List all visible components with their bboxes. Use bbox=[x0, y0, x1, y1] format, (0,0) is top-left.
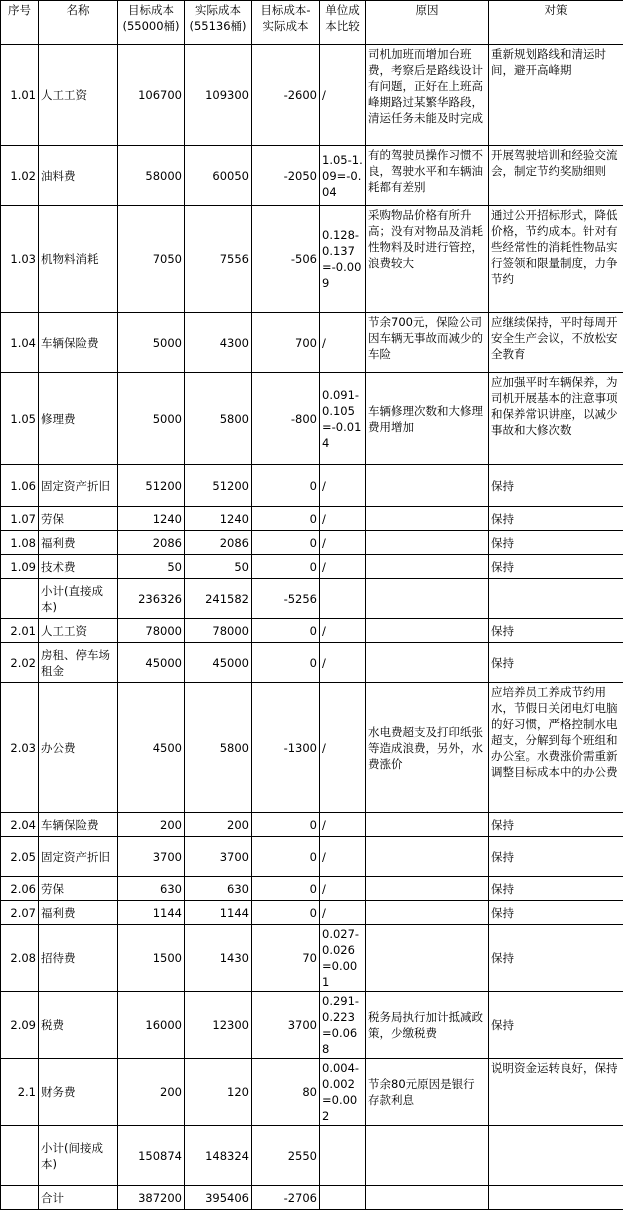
measure-cell: 通过公开招标形式，降低价格，节约成本。针对有些经常性的消耗性物品实行签领和限量制度，力争节约 bbox=[489, 206, 623, 313]
name-cell: 油料费 bbox=[39, 146, 118, 206]
name-cell: 车辆保险费 bbox=[39, 313, 118, 373]
target-cost-cell: 3700 bbox=[118, 837, 185, 877]
target-cost-cell: 5000 bbox=[118, 313, 185, 373]
target-cost-cell: 200 bbox=[118, 1059, 185, 1126]
cost-difference-cell: 0 bbox=[252, 877, 320, 901]
unit-cost-compare-cell bbox=[320, 1126, 366, 1186]
seq-cell: 1.07 bbox=[1, 507, 39, 531]
measure-cell: 保持 bbox=[489, 531, 623, 555]
name-cell: 劳保 bbox=[39, 877, 118, 901]
target-cost-cell: 2086 bbox=[118, 531, 185, 555]
header-seq: 序号 bbox=[1, 1, 39, 45]
reason-cell bbox=[366, 555, 489, 579]
measure-cell: 说明资金运转良好，保持 bbox=[489, 1059, 623, 1126]
reason-cell: 节余700元，保险公司因车辆无事故而减少的车险 bbox=[366, 313, 489, 373]
actual-cost-cell: 60050 bbox=[185, 146, 252, 206]
target-cost-cell: 78000 bbox=[118, 619, 185, 643]
actual-cost-cell: 7556 bbox=[185, 206, 252, 313]
cost-difference-cell: -800 bbox=[252, 373, 320, 465]
table-row bbox=[1, 619, 623, 643]
unit-cost-compare-cell: 0.291-0.223=0.068 bbox=[320, 992, 366, 1059]
table-row bbox=[1, 1059, 623, 1126]
target-cost-cell: 1144 bbox=[118, 901, 185, 925]
cost-difference-cell: -506 bbox=[252, 206, 320, 313]
measure-cell bbox=[489, 579, 623, 619]
seq-cell: 1.03 bbox=[1, 206, 39, 313]
reason-cell: 司机加班而增加台班费，考察后是路线设计有问题，正好在上班高峰期路过某繁华路段，清运任务未能及时完成 bbox=[366, 45, 489, 146]
unit-cost-compare-cell: 0.128-0.137=-0.009 bbox=[320, 206, 366, 313]
measure-cell: 保持 bbox=[489, 901, 623, 925]
measure-cell: 保持 bbox=[489, 877, 623, 901]
seq-cell: 2.05 bbox=[1, 837, 39, 877]
actual-cost-cell: 4300 bbox=[185, 313, 252, 373]
measure-cell: 保持 bbox=[489, 555, 623, 579]
name-cell: 福利费 bbox=[39, 901, 118, 925]
name-cell: 财务费 bbox=[39, 1059, 118, 1126]
target-cost-cell: 58000 bbox=[118, 146, 185, 206]
header-unit-cost-compare: 单位成 本比较 bbox=[320, 1, 366, 45]
header-actual-cost: 实际成本 (55136桶) bbox=[185, 1, 252, 45]
table-row bbox=[1, 813, 623, 837]
table-row bbox=[1, 683, 623, 813]
cost-difference-cell: 3700 bbox=[252, 992, 320, 1059]
measure-cell: 应培养员工养成节约用水，节假日关闭电灯电脑的好习惯，严格控制水电超支，分解到每个班组和办公室。水费涨价需重新调整目标成本中的办公费 bbox=[489, 683, 623, 813]
table-row bbox=[1, 206, 623, 313]
seq-cell: 2.01 bbox=[1, 619, 39, 643]
seq-cell: 1.01 bbox=[1, 45, 39, 146]
unit-cost-compare-cell: / bbox=[320, 643, 366, 683]
reason-cell: 有的驾驶员操作习惯不良，驾驶水平和车辆油耗都有差别 bbox=[366, 146, 489, 206]
seq-cell: 2.1 bbox=[1, 1059, 39, 1126]
seq-cell: 2.09 bbox=[1, 992, 39, 1059]
seq-cell: 2.02 bbox=[1, 643, 39, 683]
actual-cost-cell: 120 bbox=[185, 1059, 252, 1126]
unit-cost-compare-cell: / bbox=[320, 813, 366, 837]
actual-cost-cell: 1144 bbox=[185, 901, 252, 925]
measure-cell: 保持 bbox=[489, 465, 623, 507]
name-cell: 人工工资 bbox=[39, 45, 118, 146]
reason-cell: 节余80元原因是银行存款利息 bbox=[366, 1059, 489, 1126]
table-row bbox=[1, 531, 623, 555]
target-cost-cell: 106700 bbox=[118, 45, 185, 146]
unit-cost-compare-cell: / bbox=[320, 531, 366, 555]
table-row bbox=[1, 313, 623, 373]
table-row bbox=[1, 146, 623, 206]
seq-cell: 2.04 bbox=[1, 813, 39, 837]
target-cost-cell: 1240 bbox=[118, 507, 185, 531]
actual-cost-cell: 2086 bbox=[185, 531, 252, 555]
name-cell: 房租、停车场租金 bbox=[39, 643, 118, 683]
cost-difference-cell: -2050 bbox=[252, 146, 320, 206]
target-cost-cell: 630 bbox=[118, 877, 185, 901]
cost-difference-cell: 0 bbox=[252, 507, 320, 531]
header-target-cost: 目标成本 (55000桶) bbox=[118, 1, 185, 45]
reason-cell bbox=[366, 925, 489, 992]
name-cell: 合计 bbox=[39, 1186, 118, 1210]
header-measure: 对策 bbox=[489, 1, 623, 45]
target-cost-cell: 50 bbox=[118, 555, 185, 579]
unit-cost-compare-cell: / bbox=[320, 683, 366, 813]
unit-cost-compare-cell: 0.004-0.002=0.002 bbox=[320, 1059, 366, 1126]
reason-cell bbox=[366, 813, 489, 837]
cost-difference-cell: 700 bbox=[252, 313, 320, 373]
unit-cost-compare-cell: 0.027-0.026=0.001 bbox=[320, 925, 366, 992]
measure-cell: 开展驾驶培训和经验交流会，制定节约奖励细则 bbox=[489, 146, 623, 206]
unit-cost-compare-cell: / bbox=[320, 619, 366, 643]
unit-cost-compare-cell: 1.05-1.09=-0.04 bbox=[320, 146, 366, 206]
reason-cell: 水电费超支及打印纸张等造成浪费，另外，水费涨价 bbox=[366, 683, 489, 813]
seq-cell bbox=[1, 1126, 39, 1186]
reason-cell: 采购物品价格有所升高；没有对物品及消耗性物料及时进行管控，浪费较大 bbox=[366, 206, 489, 313]
table-row bbox=[1, 643, 623, 683]
seq-cell: 2.08 bbox=[1, 925, 39, 992]
table-row bbox=[1, 925, 623, 992]
name-cell: 招待费 bbox=[39, 925, 118, 992]
header-cost-difference: 目标成本- 实际成本 bbox=[252, 1, 320, 45]
actual-cost-cell: 109300 bbox=[185, 45, 252, 146]
name-cell: 劳保 bbox=[39, 507, 118, 531]
actual-cost-cell: 78000 bbox=[185, 619, 252, 643]
name-cell: 机物料消耗 bbox=[39, 206, 118, 313]
name-cell: 人工工资 bbox=[39, 619, 118, 643]
unit-cost-compare-cell: / bbox=[320, 313, 366, 373]
name-cell: 办公费 bbox=[39, 683, 118, 813]
table-row bbox=[1, 992, 623, 1059]
cost-difference-cell: 2550 bbox=[252, 1126, 320, 1186]
actual-cost-cell: 45000 bbox=[185, 643, 252, 683]
actual-cost-cell: 1430 bbox=[185, 925, 252, 992]
target-cost-cell: 7050 bbox=[118, 206, 185, 313]
table-row bbox=[1, 555, 623, 579]
reason-cell bbox=[366, 877, 489, 901]
unit-cost-compare-cell: / bbox=[320, 877, 366, 901]
table-row bbox=[1, 1186, 623, 1210]
name-cell: 修理费 bbox=[39, 373, 118, 465]
table-row bbox=[1, 507, 623, 531]
actual-cost-cell: 1240 bbox=[185, 507, 252, 531]
reason-cell: 车辆修理次数和大修理费用增加 bbox=[366, 373, 489, 465]
target-cost-cell: 387200 bbox=[118, 1186, 185, 1210]
reason-cell bbox=[366, 465, 489, 507]
seq-cell: 1.04 bbox=[1, 313, 39, 373]
name-cell: 小计(直接成本) bbox=[39, 579, 118, 619]
name-cell: 车辆保险费 bbox=[39, 813, 118, 837]
actual-cost-cell: 148324 bbox=[185, 1126, 252, 1186]
cost-difference-cell: 0 bbox=[252, 465, 320, 507]
seq-cell bbox=[1, 1186, 39, 1210]
target-cost-cell: 51200 bbox=[118, 465, 185, 507]
reason-cell bbox=[366, 507, 489, 531]
actual-cost-cell: 200 bbox=[185, 813, 252, 837]
reason-cell bbox=[366, 837, 489, 877]
unit-cost-compare-cell: / bbox=[320, 465, 366, 507]
measure-cell bbox=[489, 1186, 623, 1210]
cost-difference-cell: -2706 bbox=[252, 1186, 320, 1210]
cost-difference-cell: -1300 bbox=[252, 683, 320, 813]
actual-cost-cell: 51200 bbox=[185, 465, 252, 507]
name-cell: 福利费 bbox=[39, 531, 118, 555]
reason-cell bbox=[366, 643, 489, 683]
target-cost-cell: 5000 bbox=[118, 373, 185, 465]
table-row bbox=[1, 877, 623, 901]
cost-difference-cell: 70 bbox=[252, 925, 320, 992]
target-cost-cell: 45000 bbox=[118, 643, 185, 683]
reason-cell bbox=[366, 579, 489, 619]
cost-difference-cell: 0 bbox=[252, 643, 320, 683]
measure-cell: 保持 bbox=[489, 813, 623, 837]
reason-cell bbox=[366, 531, 489, 555]
unit-cost-compare-cell: / bbox=[320, 555, 366, 579]
target-cost-cell: 1500 bbox=[118, 925, 185, 992]
seq-cell: 1.09 bbox=[1, 555, 39, 579]
measure-cell bbox=[489, 1126, 623, 1186]
reason-cell: 税务局执行加计抵减政策，少缴税费 bbox=[366, 992, 489, 1059]
name-cell: 技术费 bbox=[39, 555, 118, 579]
actual-cost-cell: 630 bbox=[185, 877, 252, 901]
table-row bbox=[1, 465, 623, 507]
measure-cell: 重新规划路线和清运时间，避开高峰期 bbox=[489, 45, 623, 146]
table-row bbox=[1, 45, 623, 146]
seq-cell bbox=[1, 579, 39, 619]
seq-cell: 1.05 bbox=[1, 373, 39, 465]
cost-difference-cell: 0 bbox=[252, 619, 320, 643]
table-row bbox=[1, 579, 623, 619]
reason-cell bbox=[366, 1126, 489, 1186]
target-cost-cell: 236326 bbox=[118, 579, 185, 619]
cost-difference-cell: -5256 bbox=[252, 579, 320, 619]
header-reason: 原因 bbox=[366, 1, 489, 45]
actual-cost-cell: 5800 bbox=[185, 373, 252, 465]
actual-cost-cell: 395406 bbox=[185, 1186, 252, 1210]
cost-difference-cell: -2600 bbox=[252, 45, 320, 146]
target-cost-cell: 200 bbox=[118, 813, 185, 837]
measure-cell: 保持 bbox=[489, 619, 623, 643]
table-row bbox=[1, 901, 623, 925]
header-name: 名称 bbox=[39, 1, 118, 45]
table-row bbox=[1, 373, 623, 465]
seq-cell: 1.02 bbox=[1, 146, 39, 206]
unit-cost-compare-cell: 0.091-0.105=-0.014 bbox=[320, 373, 366, 465]
header-row bbox=[1, 1, 623, 45]
actual-cost-cell: 50 bbox=[185, 555, 252, 579]
unit-cost-compare-cell: / bbox=[320, 507, 366, 531]
measure-cell: 保持 bbox=[489, 837, 623, 877]
target-cost-cell: 16000 bbox=[118, 992, 185, 1059]
seq-cell: 2.07 bbox=[1, 901, 39, 925]
cost-difference-cell: 0 bbox=[252, 837, 320, 877]
measure-cell: 应继续保持，平时每周开安全生产会议，不放松安全教育 bbox=[489, 313, 623, 373]
reason-cell bbox=[366, 901, 489, 925]
actual-cost-cell: 5800 bbox=[185, 683, 252, 813]
seq-cell: 2.06 bbox=[1, 877, 39, 901]
measure-cell: 保持 bbox=[489, 643, 623, 683]
name-cell: 小计(间接成本) bbox=[39, 1126, 118, 1186]
cost-difference-cell: 0 bbox=[252, 555, 320, 579]
unit-cost-compare-cell bbox=[320, 579, 366, 619]
cost-difference-cell: 0 bbox=[252, 531, 320, 555]
seq-cell: 1.08 bbox=[1, 531, 39, 555]
target-cost-cell: 150874 bbox=[118, 1126, 185, 1186]
target-cost-cell: 4500 bbox=[118, 683, 185, 813]
reason-cell bbox=[366, 619, 489, 643]
table-row bbox=[1, 837, 623, 877]
seq-cell: 1.06 bbox=[1, 465, 39, 507]
table-row bbox=[1, 1126, 623, 1186]
measure-cell: 保持 bbox=[489, 925, 623, 992]
actual-cost-cell: 241582 bbox=[185, 579, 252, 619]
measure-cell: 应加强平时车辆保养，为司机开展基本的注意事项和保养常识讲座，以减少事故和大修次数 bbox=[489, 373, 623, 465]
reason-cell bbox=[366, 1186, 489, 1210]
actual-cost-cell: 12300 bbox=[185, 992, 252, 1059]
measure-cell: 保持 bbox=[489, 507, 623, 531]
unit-cost-compare-cell: / bbox=[320, 901, 366, 925]
measure-cell: 保持 bbox=[489, 992, 623, 1059]
name-cell: 税费 bbox=[39, 992, 118, 1059]
cost-difference-cell: 0 bbox=[252, 813, 320, 837]
actual-cost-cell: 3700 bbox=[185, 837, 252, 877]
unit-cost-compare-cell bbox=[320, 1186, 366, 1210]
unit-cost-compare-cell: / bbox=[320, 45, 366, 146]
cost-difference-cell: 0 bbox=[252, 901, 320, 925]
unit-cost-compare-cell: / bbox=[320, 837, 366, 877]
name-cell: 固定资产折旧 bbox=[39, 837, 118, 877]
seq-cell: 2.03 bbox=[1, 683, 39, 813]
name-cell: 固定资产折旧 bbox=[39, 465, 118, 507]
cost-difference-cell: 80 bbox=[252, 1059, 320, 1126]
